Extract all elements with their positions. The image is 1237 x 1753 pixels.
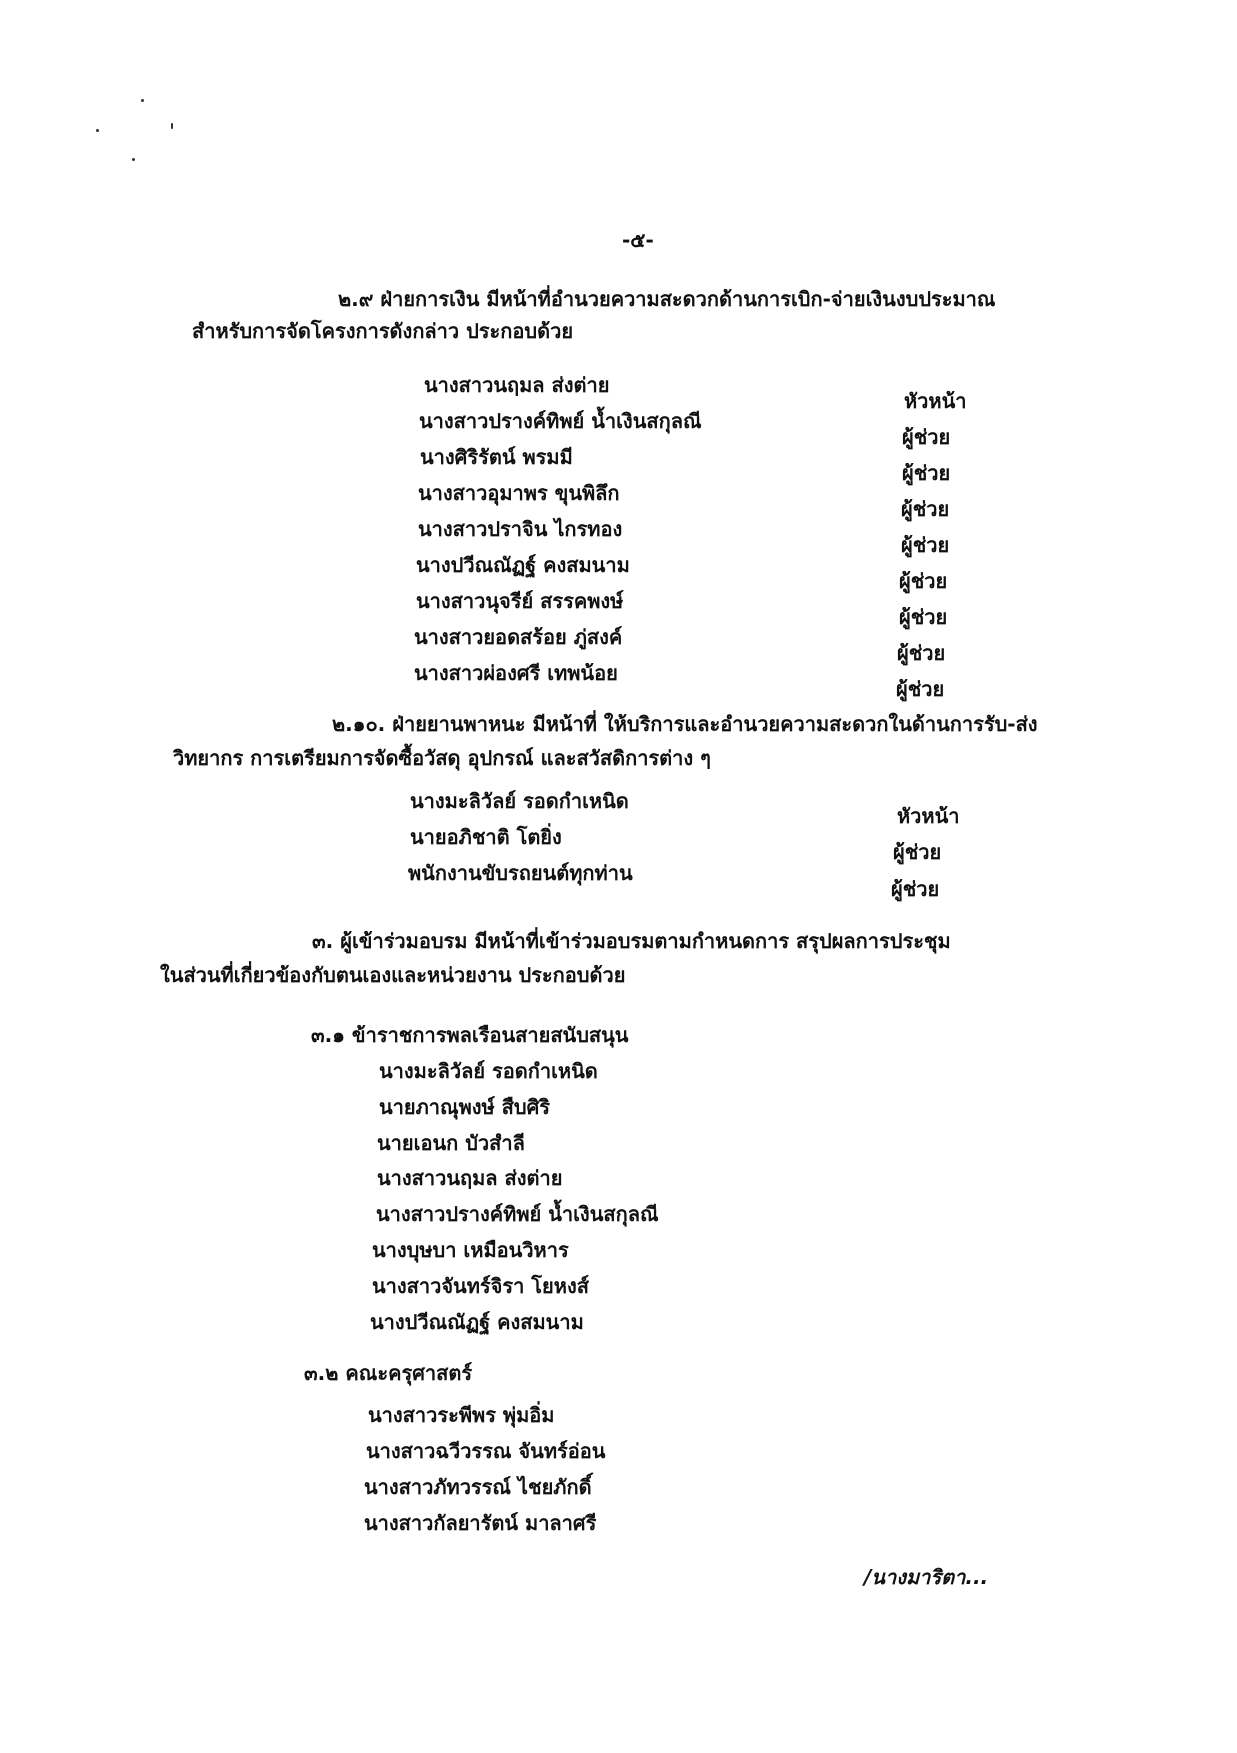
- section-2-9-continuation: สำหรับการจัดโครงการดังกล่าว ประกอบด้วย: [192, 319, 574, 343]
- member-name: นางสาวนฤมล ส่งต่าย: [424, 373, 610, 397]
- member-role: ผู้ช่วย: [899, 569, 948, 593]
- member-role: หัวหน้า: [897, 804, 960, 828]
- section-2-10-heading: ๒.๑๐. ฝ่ายยานพาหนะ มีหน้าที่ ให้บริการและอำนวยความสะดวกในด้านการรับ-ส่ง: [332, 712, 1038, 736]
- member-name: นายอภิชาติ โตยิ่ง: [410, 825, 562, 849]
- member-role: ผู้ช่วย: [902, 425, 951, 449]
- member-name: นางสาวปรางค์ทิพย์ น้ำเงินสกุลณี: [376, 1202, 659, 1226]
- member-name: นางสาวฉวีวรรณ จันทร์อ่อน: [366, 1439, 606, 1463]
- member-name: นางสาวผ่องศรี เทพน้อย: [414, 661, 618, 685]
- member-name: พนักงานขับรถยนต์ทุกท่าน: [408, 861, 633, 885]
- member-role: ผู้ช่วย: [891, 877, 940, 901]
- member-name: นางสาวยอดสร้อย ภู่สงค์: [414, 625, 623, 649]
- member-name: นางสาวกัลยารัตน์ มาลาศรี: [364, 1511, 597, 1535]
- member-role: ผู้ช่วย: [901, 533, 950, 557]
- member-role: ผู้ช่วย: [899, 605, 948, 629]
- member-role: ผู้ช่วย: [902, 461, 951, 485]
- member-name: นางสาวนุจรีย์ สรรคพงษ์: [416, 589, 624, 613]
- section-3-continuation: ในส่วนที่เกี่ยวข้องกับตนเองและหน่วยงาน ประกอบด้วย: [160, 963, 626, 987]
- scan-speck: [141, 99, 144, 102]
- member-name: นางปวีณณัฏฐ์ คงสมนาม: [416, 553, 630, 577]
- section-2-10-continuation: วิทยากร การเตรียมการจัดซื้อวัสดุ อุปกรณ์ และสวัสดิการต่าง ๆ: [173, 746, 711, 770]
- member-name: นางสาวอุมาพร ขุนพิลึก: [418, 481, 620, 505]
- member-name: นางสาวระพีพร พุ่มอิ่ม: [368, 1403, 555, 1427]
- scan-speck: [96, 129, 99, 132]
- member-role: หัวหน้า: [904, 389, 967, 413]
- member-role: ผู้ช่วย: [897, 641, 946, 665]
- member-role: ผู้ช่วย: [901, 497, 950, 521]
- member-name: นางศิริรัตน์ พรมมี: [420, 445, 573, 469]
- section-3-2-heading: ๓.๒ คณะครุศาสตร์: [304, 1361, 473, 1385]
- scan-speck: [171, 123, 173, 129]
- member-name: นางมะลิวัลย์ รอดกำเหนิด: [410, 789, 629, 813]
- member-name: นางสาวปราจิน ไกรทอง: [418, 517, 623, 541]
- section-2-9-heading: ๒.๙ ฝ่ายการเงิน มีหน้าที่อำนวยความสะดวกด้านการเบิก-จ่ายเงินงบประมาณ: [338, 287, 996, 311]
- scan-speck: [132, 158, 135, 161]
- page-number: -๕-: [622, 228, 654, 252]
- member-name: นางสาวนฤมล ส่งต่าย: [377, 1166, 563, 1190]
- member-name: นายภาณุพงษ์ สืบศิริ: [379, 1095, 551, 1119]
- member-name: นางบุษบา เหมือนวิหาร: [372, 1238, 569, 1262]
- member-role: ผู้ช่วย: [896, 677, 945, 701]
- member-name: นางสาวภัทวรรณ์ ไชยภักดิ์: [364, 1475, 592, 1499]
- member-name: นางมะลิวัลย์ รอดกำเหนิด: [379, 1059, 598, 1083]
- section-3-heading: ๓. ผู้เข้าร่วมอบรม มีหน้าที่เข้าร่วมอบรมตามกำหนดการ สรุปผลการประชุม: [312, 929, 951, 953]
- member-name: นายเอนก บัวสำลี: [377, 1131, 525, 1155]
- member-name: นางสาวปรางค์ทิพย์ น้ำเงินสกุลณี: [419, 409, 702, 433]
- section-3-1-heading: ๓.๑ ข้าราชการพลเรือนสายสนับสนุน: [311, 1023, 629, 1047]
- footer-continuation: /นางมาริตา...: [864, 1565, 989, 1589]
- member-role: ผู้ช่วย: [893, 840, 942, 864]
- member-name: นางสาวจันทร์จิรา โยหงส์: [372, 1274, 589, 1298]
- member-name: นางปวีณณัฏฐ์ คงสมนาม: [370, 1310, 584, 1334]
